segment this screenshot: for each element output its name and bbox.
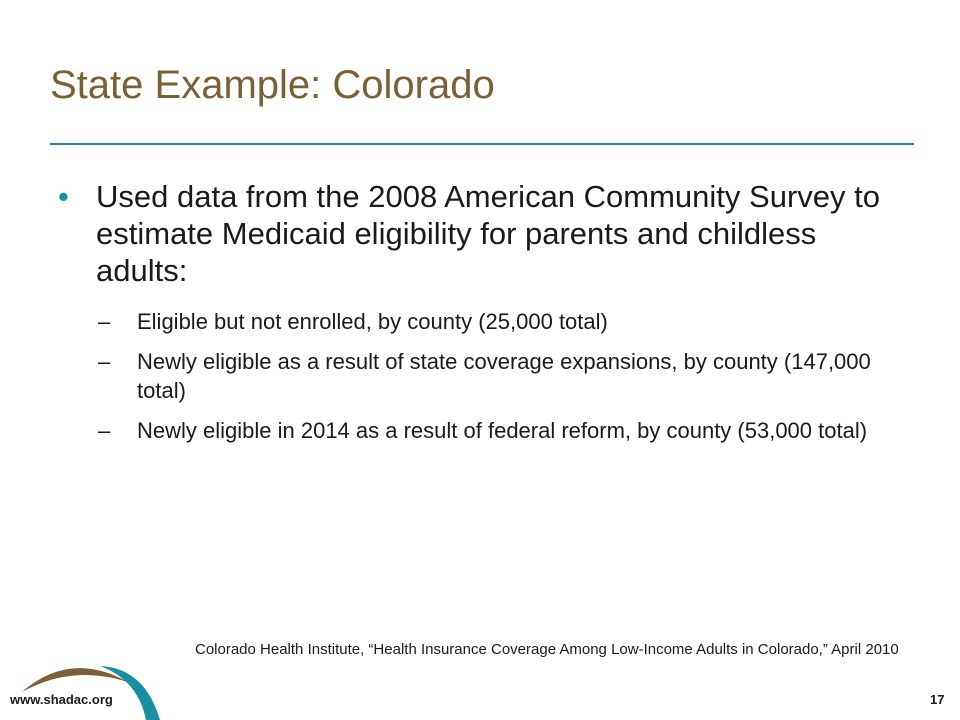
slide-title: State Example: Colorado: [50, 63, 495, 107]
sub-bullet: [58, 348, 908, 405]
logo-arc-brown: [22, 668, 128, 692]
sub-bullet-marker: –: [98, 418, 111, 444]
main-bullet: [58, 178, 908, 290]
sub-bullet-marker: –: [98, 349, 111, 375]
footer-url: www.shadac.org: [10, 692, 113, 707]
bullet-marker: •: [58, 179, 69, 214]
sub-bullet-text: Newly eligible as a result of state coverage expansions, by county (147,000 total): [137, 349, 871, 403]
main-bullet-text: Used data from the 2008 American Community Survey to estimate Medicaid eligibility for parents and childless adults:: [96, 179, 880, 289]
sub-bullet-marker: –: [98, 308, 111, 334]
citation: Colorado Health Institute, “Health Insurance Coverage Among Low-Income Adults in Colorado,” April 2010: [195, 641, 899, 658]
sub-bullet-text: Eligible but not enrolled, by county (25,000 total): [137, 308, 608, 334]
sub-bullet-list: [58, 308, 908, 446]
sub-bullet: [58, 308, 908, 337]
shadac-logo-icon: [0, 640, 170, 720]
sub-bullet-text: Newly eligible in 2014 as a result of federal reform, by county (53,000 total): [137, 418, 868, 444]
slide-content: [58, 178, 908, 458]
page-number: 17: [930, 692, 945, 707]
sub-bullet: [58, 417, 908, 446]
title-divider: [50, 143, 914, 145]
